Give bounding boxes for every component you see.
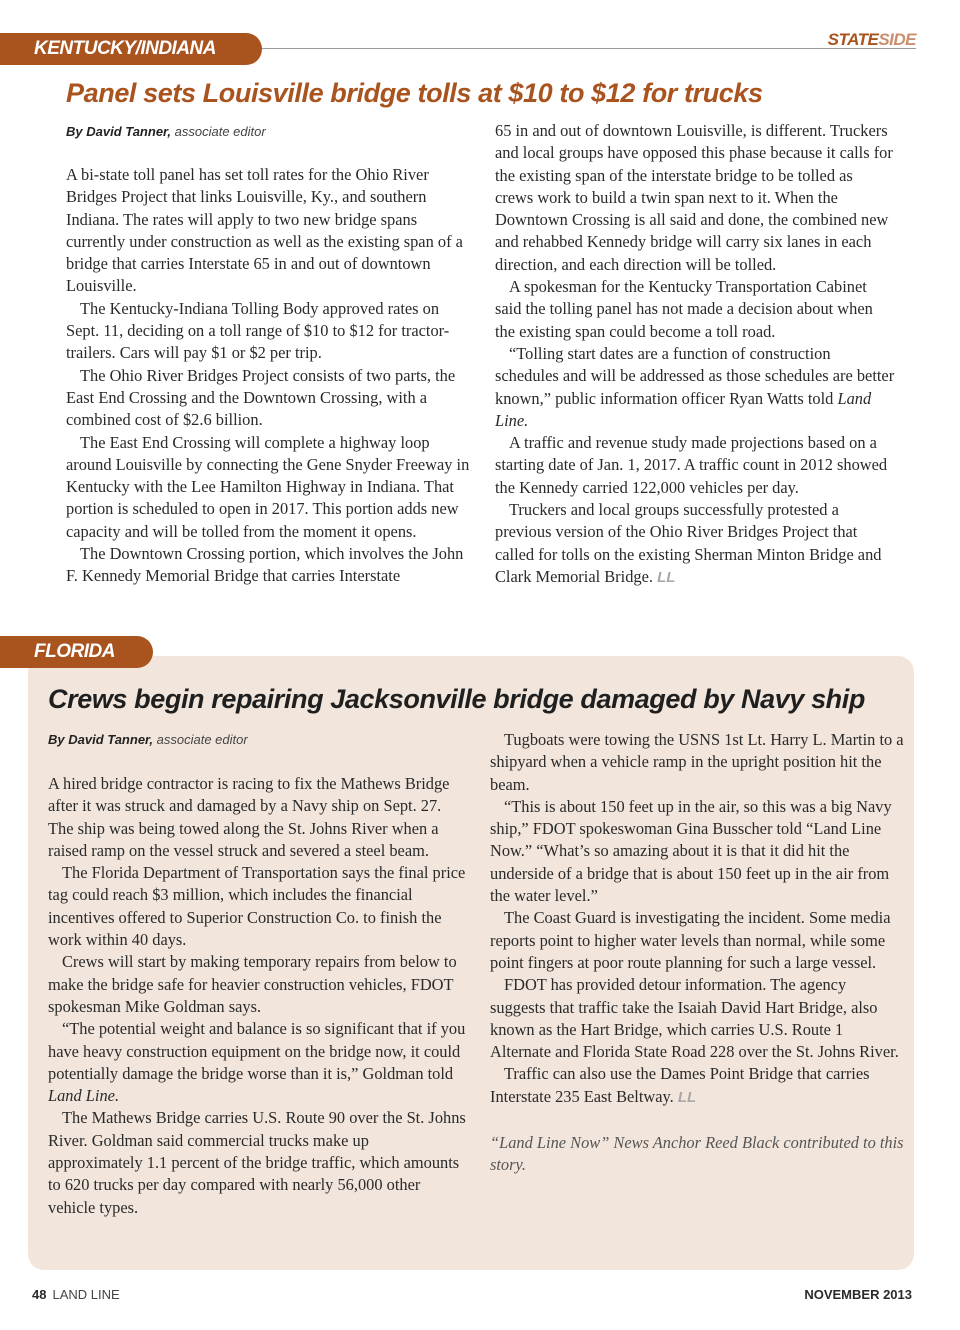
stateside-part2: SIDE	[878, 30, 916, 49]
paragraph: “This is about 150 feet up in the air, so this was a big Navy ship,” FDOT spokeswoman Gina Busscher told “Land Line Now.” “What’s so amazing about it is that it did hit the underside of a bridge that is about 150 feet up in the air from the water level.”	[490, 796, 892, 906]
article-headline: Crews begin repairing Jacksonville bridge damaged by Navy ship	[48, 684, 865, 714]
publication-title: LAND LINE	[52, 1287, 120, 1302]
issue-date: NOVEMBER 2013	[804, 1287, 912, 1302]
paragraph: The Downtown Crossing portion, which involves the John F. Kennedy Memorial Bridge that carries Interstate	[66, 544, 464, 586]
paragraph: The Coast Guard is investigating the incident. Some media reports point to higher water levels than normal, while some point fingers at poor route planning for such a large vessel.	[490, 908, 891, 972]
paragraph: The Ohio River Bridges Project consists of two parts, the East End Crossing and the Downtown Crossing, with a combined cost of $2.6 billion.	[66, 365, 456, 430]
paragraph-text: Truckers and local groups successfully protested a previous version of the Ohio River Bridges Project that called for tolls on the existing Sherman Minton Bridge and Clark Memorial Bridge.	[495, 500, 882, 586]
page-number: 48	[32, 1287, 47, 1302]
paragraph: Crews will start by making temporary repairs from below to make the bridge safe for heavier construction vehicles, FDOT spokesman Mike Goldman says.	[48, 952, 457, 1016]
stateside-logo	[828, 30, 916, 50]
paragraph: FDOT has provided detour information. The agency suggests that traffic take the Isaiah David Hart Bridge, also known as the Hart Bridge, which carries U.S. Route 1 Alternate and Florida State Road 228 over the St. Johns River.	[490, 975, 899, 1062]
paragraph: The Florida Department of Transportation says the final price tag could reach $3 million, which includes the financial incentives offered to Superior Construction Co. to finish the work within 40 days.	[48, 863, 466, 950]
section-label: FLORIDA	[34, 641, 115, 662]
paragraph: A hired bridge contractor is racing to fix the Mathews Bridge after it was struck and damaged by a Navy ship on Sept. 27. The ship was being towed along the St. Johns River when a raised ramp on the vessel struck and severed a steel beam.	[48, 774, 450, 860]
section-tab-kentucky-indiana	[0, 33, 262, 65]
quote-text: “Tolling start dates are a function of construction schedules and will be addressed as those schedules are better known,” public information officer Ryan Watts told	[495, 343, 895, 408]
publication-name: Land Line.	[495, 388, 872, 430]
contributor-note: “Land Line Now” News Anchor Reed Black contributed to this story.	[490, 1133, 904, 1175]
page-footer-left	[32, 1287, 120, 1302]
paragraph: A bi-state toll panel has set toll rates for the Ohio River Bridges Project that links Louisville, Ky., and southern Indiana. The rates will apply to two new bridge spans currently under construction as well as the existing span of a bridge that carries Interstate 65 in and out of downtown Louisville.	[66, 165, 463, 296]
article-byline	[66, 124, 266, 139]
end-mark-icon: LL	[677, 1088, 697, 1106]
end-mark-icon: LL	[657, 568, 676, 586]
byline-name: By David Tanner,	[66, 124, 171, 139]
article-column	[48, 773, 466, 1219]
paragraph	[48, 1018, 466, 1107]
byline-title: associate editor	[156, 732, 248, 747]
paragraph: A spokesman for the Kentucky Transportation Cabinet said the tolling panel has not made a decision about when the existing span could become a toll road.	[495, 277, 873, 341]
paragraph: The Mathews Bridge carries U.S. Route 90 over the St. Johns River. Goldman said commercial trucks make up approximately 1.1 percent of the bridge traffic, which amounts to 620 trucks per day compared with nearly 56,000 other vehicle types.	[48, 1108, 466, 1217]
byline-name: By David Tanner,	[48, 732, 153, 747]
paragraph: The East End Crossing will complete a highway loop around Louisville by connecting the Gene Snyder Freeway in Kentucky with the Lee Hamilton Highway in Indiana. That portion is scheduled to open in 2017. This portion adds new capacity and will be tolled from the moment it opens.	[66, 432, 470, 541]
article-column	[495, 120, 895, 589]
paragraph: The Kentucky-Indiana Tolling Body approved rates on Sept. 11, deciding on a toll range of $10 to $12 for tractor-trailers. Cars will pay $1 or $2 per trip.	[66, 298, 450, 363]
article-headline: Panel sets Louisville bridge tolls at $10 to $12 for trucks	[66, 78, 763, 108]
byline-title: associate editor	[174, 124, 266, 139]
section-label: KENTUCKY/INDIANA	[34, 38, 216, 59]
quote-text: “The potential weight and balance is so significant that if you have heavy construction equipment on the bridge now, it could potentially damage the bridge worse than it is,” Goldman told	[48, 1019, 466, 1083]
paragraph	[495, 499, 895, 589]
article-byline	[48, 732, 248, 747]
paragraph: 65 in and out of downtown Louisville, is different. Truckers and local groups have opposed this phase because it calls for the existing span of the interstate bridge to be tolled as crews work to build a twin span next to it. When the Downtown Crossing is all said and done, the combined new and rehabbed Kennedy bridge will carry six lanes in each direction, and each direction will be tolled.	[495, 121, 893, 274]
header-rule	[262, 48, 916, 49]
stateside-part1: STATE	[827, 30, 879, 49]
paragraph	[490, 1063, 905, 1109]
paragraph-text: Traffic can also use the Dames Point Bridge that carries Interstate 235 East Beltway.	[490, 1064, 870, 1106]
paragraph: Tugboats were towing the USNS 1st Lt. Harry L. Martin to a shipyard when a vehicle ramp in the upright position hit the beam.	[490, 730, 904, 794]
article-column	[490, 729, 905, 1177]
section-tab-florida	[0, 636, 153, 668]
paragraph: A traffic and revenue study made projections based on a starting date of Jan. 1, 2017. A traffic count in 2012 showed the Kennedy carried 122,000 vehicles per day.	[495, 433, 888, 497]
paragraph	[495, 343, 895, 432]
article-column	[66, 164, 471, 588]
publication-name: Land Line.	[48, 1086, 120, 1106]
